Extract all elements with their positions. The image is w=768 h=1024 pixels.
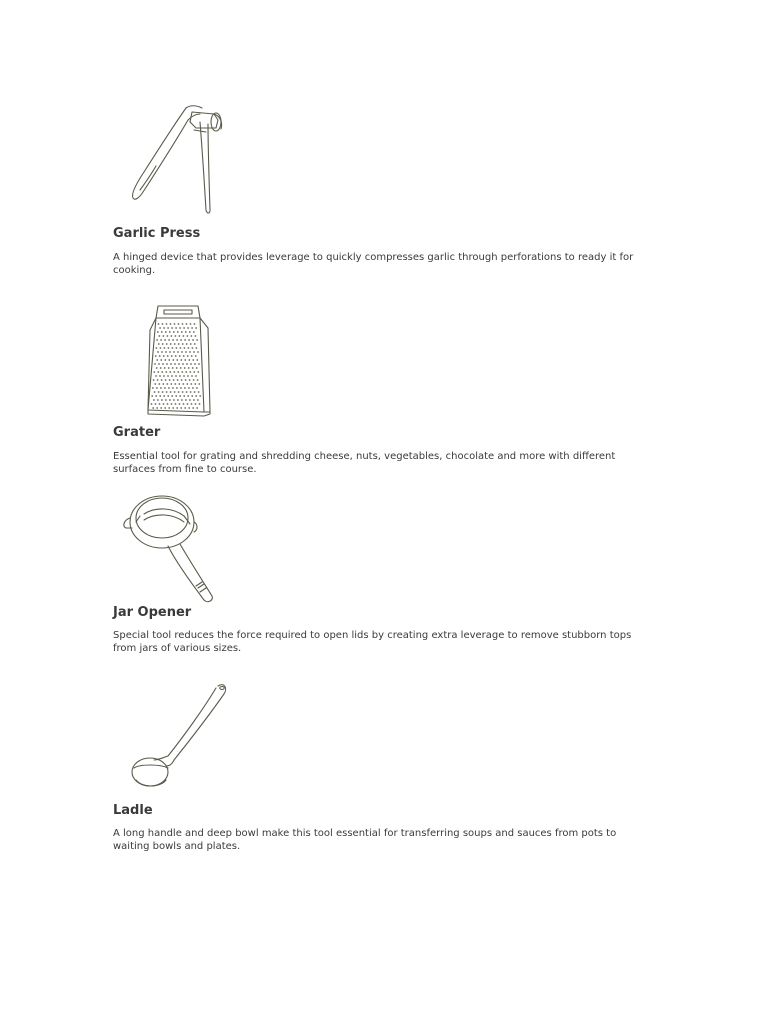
item-description: A hinged device that provides leverage to quickly compresses garlic through perforations to ready it for cooking. bbox=[113, 252, 634, 276]
item-title: Garlic Press bbox=[113, 226, 201, 241]
garlic-press-illustration bbox=[126, 102, 226, 217]
jar-opener-illustration bbox=[122, 492, 222, 604]
item-title: Ladle bbox=[113, 803, 153, 818]
item-title: Grater bbox=[113, 425, 161, 440]
item-description: Essential tool for grating and shredding cheese, nuts, vegetables, chocolate and more with different surfaces from fine to course. bbox=[113, 451, 616, 475]
grater-illustration bbox=[146, 302, 212, 418]
item-description: Special tool reduces the force required to open lids by creating extra leverage to remove stubborn tops from jars of various sizes. bbox=[113, 630, 632, 654]
item-title: Jar Opener bbox=[113, 605, 192, 620]
item-description: A long handle and deep bowl make this tool essential for transferring soups and sauces from pots to waiting bowls and plates. bbox=[113, 828, 617, 852]
ladle-illustration bbox=[130, 680, 230, 792]
